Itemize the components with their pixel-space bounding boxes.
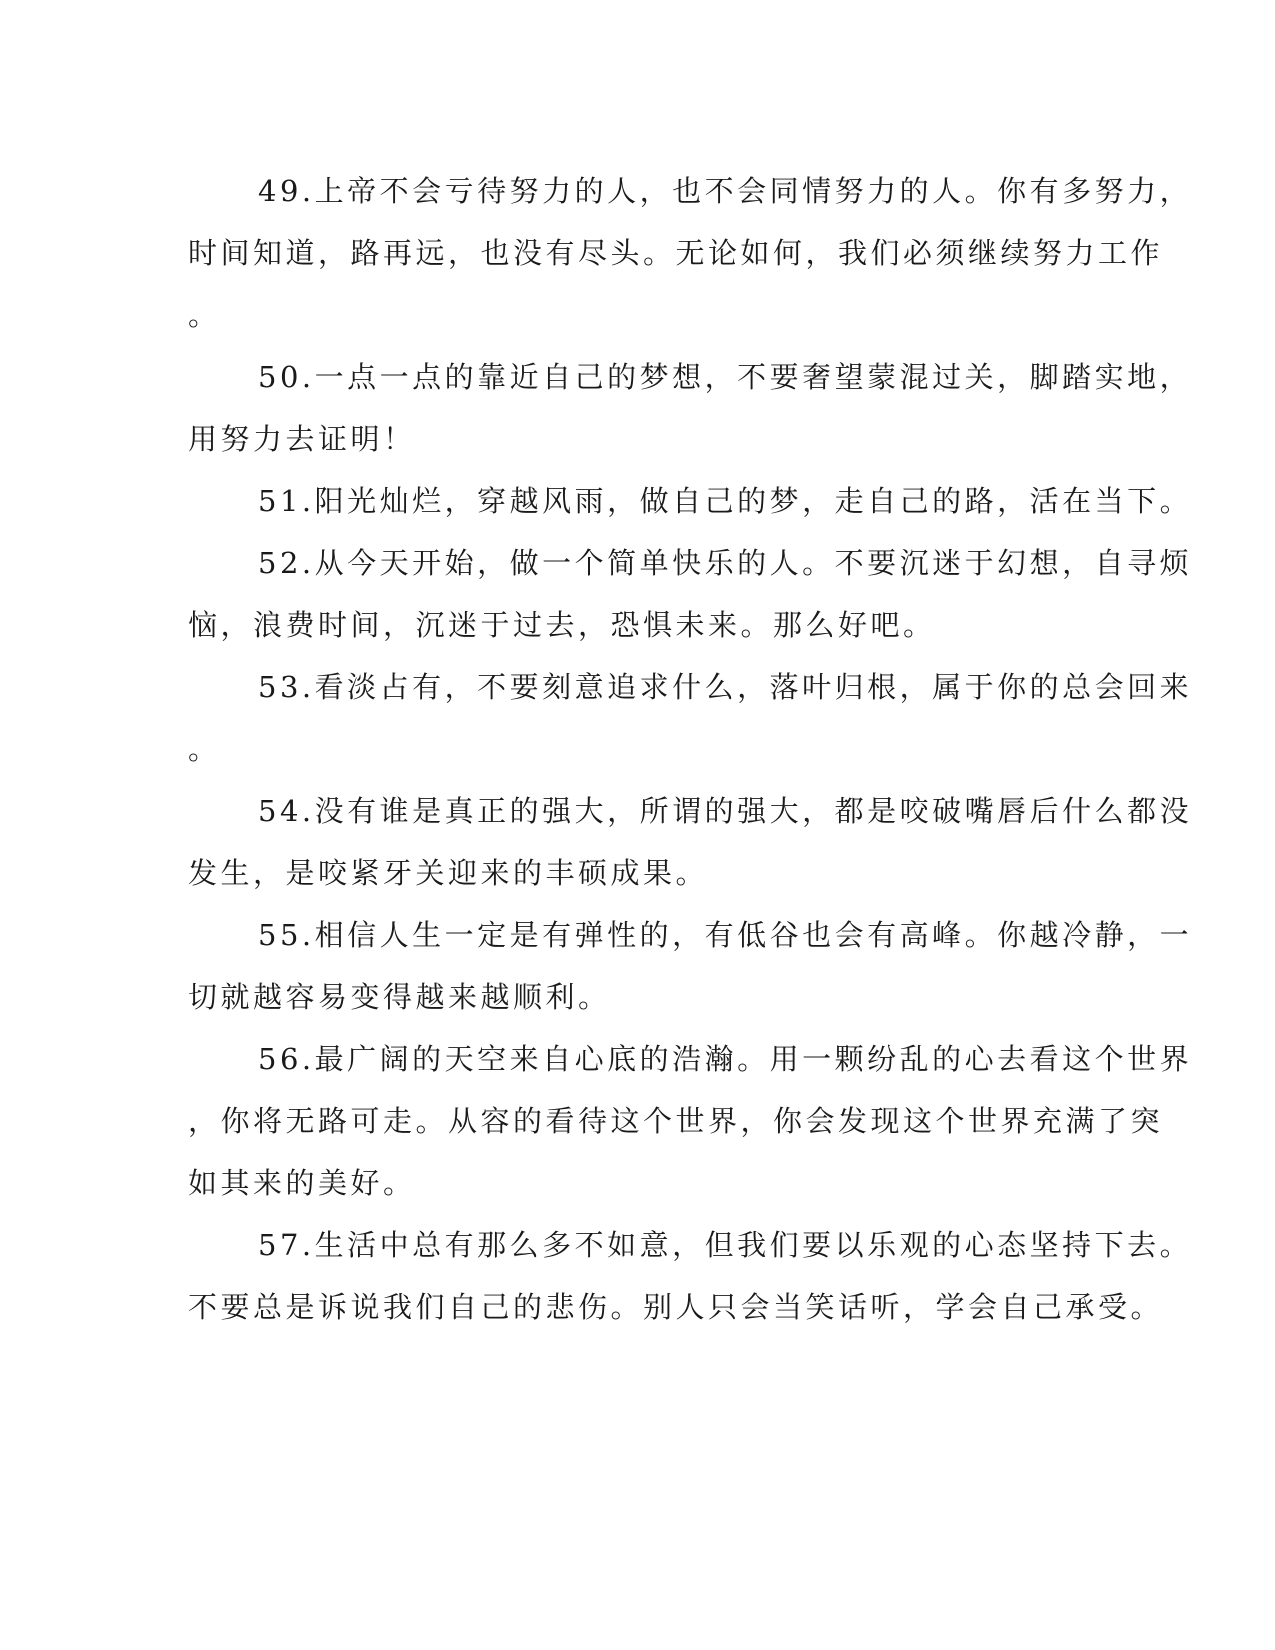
body-text (188, 160, 1193, 1338)
text-line: 57.生活中总有那么多不如意，但我们要以乐观的心态坚持下去。 (258, 1228, 1193, 1262)
text-line: 时间知道，路再远，也没有尽头。无论如何，我们必须继续努力工作 (188, 236, 1164, 270)
text-line: 54.没有谁是真正的强大，所谓的强大，都是咬破嘴唇后什么都没 (258, 794, 1193, 828)
text-line: 55.相信人生一定是有弹性的，有低谷也会有高峰。你越冷静，一 (258, 918, 1193, 952)
text-line: 不要总是诉说我们自己的悲伤。别人只会当笑话听，学会自己承受。 (188, 1290, 1164, 1324)
text-line: 53.看淡占有，不要刻意追求什么，落叶归根，属于你的总会回来 (258, 670, 1193, 704)
text-line: 。 (188, 732, 221, 766)
text-line: 。 (188, 298, 221, 332)
text-line: ，你将无路可走。从容的看待这个世界，你会发现这个世界充满了突 (188, 1104, 1164, 1138)
text-line: 51.阳光灿烂，穿越风雨，做自己的梦，走自己的路，活在当下。 (258, 484, 1193, 518)
text-line: 52.从今天开始，做一个简单快乐的人。不要沉迷于幻想，自寻烦 (258, 546, 1193, 580)
text-line: 49.上帝不会亏待努力的人，也不会同情努力的人。你有多努力， (258, 174, 1193, 208)
text-line: 56.最广阔的天空来自心底的浩瀚。用一颗纷乱的心去看这个世界 (258, 1042, 1193, 1076)
text-line: 发生，是咬紧牙关迎来的丰硕成果。 (188, 856, 709, 890)
text-line: 恼，浪费时间，沉迷于过去，恐惧未来。那么好吧。 (188, 608, 936, 642)
text-line: 切就越容易变得越来越顺利。 (188, 980, 611, 1014)
text-line: 50.一点一点的靠近自己的梦想，不要奢望蒙混过关，脚踏实地， (258, 360, 1193, 394)
text-line: 用努力去证明！ (188, 422, 416, 456)
text-line: 如其来的美好。 (188, 1166, 416, 1200)
